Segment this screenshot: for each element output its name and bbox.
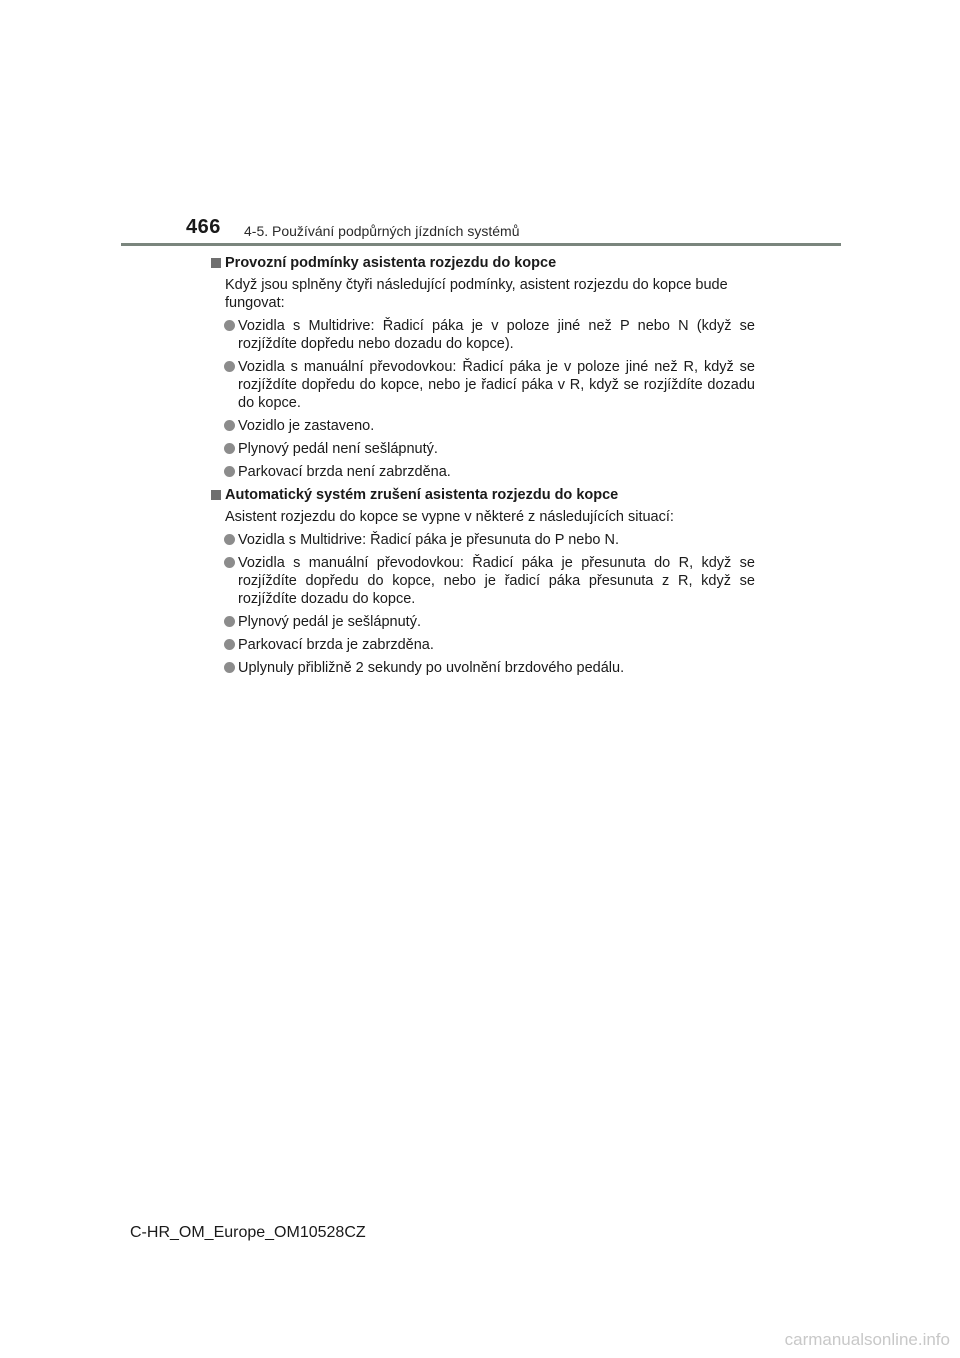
list-item-text: Parkovací brzda je zabrzděna.: [238, 637, 434, 653]
list-item-text: Vozidla s Multidrive: Řadicí páka je přesunuta do P nebo N.: [238, 532, 619, 548]
section-intro: Když jsou splněny čtyři následující podmínky, asistent rozjezdu do kopce bude fungovat:: [225, 277, 728, 311]
round-bullet-icon: [224, 557, 235, 568]
page-number: 466: [186, 216, 221, 238]
section-heading: [210, 254, 755, 272]
round-bullet-icon: [224, 466, 235, 477]
section-intro: Asistent rozjezdu do kopce se vypne v některé z následujících situací:: [225, 509, 674, 525]
round-bullet-icon: [224, 320, 235, 331]
list-item: [210, 531, 755, 549]
page-header: [0, 0, 960, 250]
document-code: C-HR_OM_Europe_OM10528CZ: [130, 1224, 366, 1241]
page-content: [210, 254, 755, 682]
chapter-title: 4-5. Používání podpůrných jízdních systémů: [244, 223, 520, 239]
section-operating-conditions: [210, 254, 755, 481]
list-item: [210, 358, 755, 412]
list-item: [210, 317, 755, 353]
watermark: carmanualsonline.info: [784, 1330, 950, 1349]
round-bullet-icon: [224, 639, 235, 650]
list-item: [210, 417, 755, 435]
list-item-text: Vozidla s manuální převodovkou: Řadicí páka je přesunuta do R, když se rozjíždíte dopředu do kopce, nebo je řadicí páka přesunuta z R, když se rozjíždíte dozadu do kopce.: [238, 555, 755, 607]
list-item: [210, 613, 755, 631]
list-item: [210, 636, 755, 654]
condition-list: [210, 317, 755, 481]
list-item-text: Plynový pedál není sešlápnutý.: [238, 441, 438, 457]
list-item-text: Parkovací brzda není zabrzděna.: [238, 464, 451, 480]
list-item-text: Vozidla s manuální převodovkou: Řadicí páka je v poloze jiné než R, když se rozjíždíte dopředu do kopce, nebo je řadicí páka v R, když se rozjíždíte dozadu do kopce.: [238, 359, 755, 411]
square-bullet-icon: [211, 490, 221, 500]
round-bullet-icon: [224, 534, 235, 545]
list-item-text: Vozidla s Multidrive: Řadicí páka je v poloze jiné než P nebo N (když se rozjíždíte dopředu nebo dozadu do kopce).: [238, 318, 755, 352]
header-divider: [121, 243, 841, 246]
round-bullet-icon: [224, 420, 235, 431]
list-item-text: Vozidlo je zastaveno.: [238, 418, 375, 434]
round-bullet-icon: [224, 662, 235, 673]
round-bullet-icon: [224, 616, 235, 627]
list-item: [210, 463, 755, 481]
section-heading-text: Provozní podmínky asistenta rozjezdu do kopce: [225, 255, 557, 271]
section-automatic-cancel: [210, 486, 755, 677]
list-item-text: Uplynuly přibližně 2 sekundy po uvolnění brzdového pedálu.: [238, 660, 625, 676]
cancel-condition-list: [210, 531, 755, 677]
square-bullet-icon: [211, 258, 221, 268]
list-item-text: Plynový pedál je sešlápnutý.: [238, 614, 421, 630]
section-heading-text: Automatický systém zrušení asistenta rozjezdu do kopce: [225, 487, 619, 503]
list-item: [210, 554, 755, 608]
section-heading: [210, 486, 755, 504]
round-bullet-icon: [224, 443, 235, 454]
list-item: [210, 659, 755, 677]
list-item: [210, 440, 755, 458]
round-bullet-icon: [224, 361, 235, 372]
